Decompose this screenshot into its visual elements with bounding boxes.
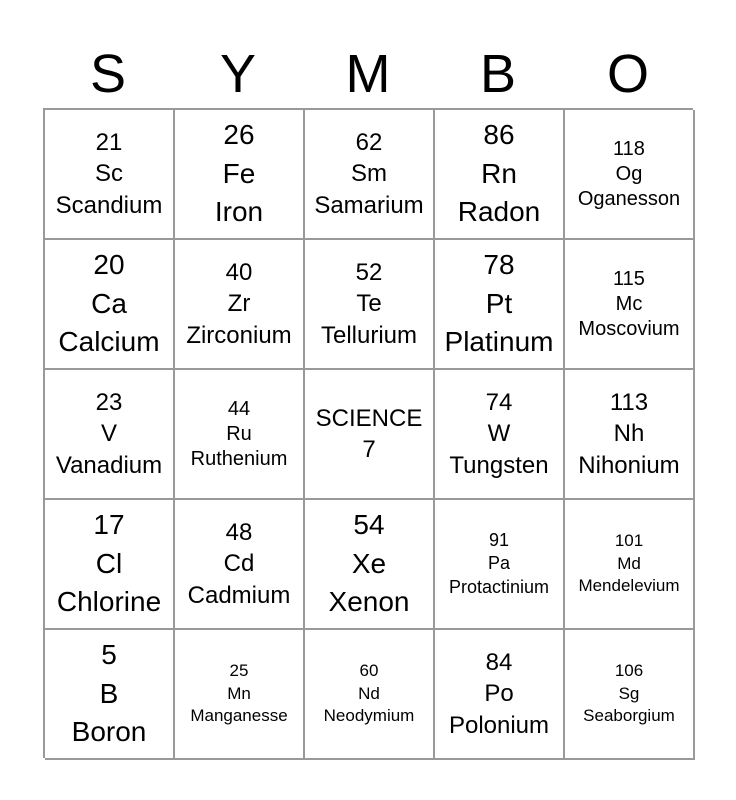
bingo-cell[interactable] [435,370,565,500]
bingo-cell[interactable] [45,370,175,500]
bingo-cell[interactable] [305,500,435,630]
cell-line: Manganesse [190,706,288,726]
bingo-cell[interactable] [565,240,695,370]
cell-line: 25 [229,660,249,680]
cell-line: Oganesson [577,187,681,210]
header-letter: M [345,44,391,104]
cell-line: Xe [351,547,387,579]
header-letter: O [606,44,649,104]
cell-line: Ca [91,287,127,319]
header-letter: Y [219,44,257,104]
cell-line: Vanadium [55,451,163,479]
cell-line: Nihonium [578,451,680,479]
bingo-cell[interactable] [565,500,695,630]
cell-line: 21 [95,129,123,157]
cell-line: Ruthenium [190,447,288,470]
cell-line: 54 [353,509,385,541]
cell-line: Boron [71,716,147,748]
cell-line: Sm [351,160,387,188]
cell-line: Mc [615,292,643,315]
bingo-cell[interactable] [175,500,305,630]
cell-line: Moscovium [578,317,680,340]
cell-line: 101 [614,530,644,550]
cell-line: Zr [227,290,251,318]
cell-line: Nd [358,683,380,703]
cell-line: 44 [227,397,251,420]
bingo-cell[interactable] [565,110,695,240]
cell-line: Cd [223,550,255,578]
cell-line: Ru [226,422,252,445]
cell-line: Sg [618,683,640,703]
bingo-cell[interactable] [565,370,695,500]
cell-line: 5 [101,639,117,671]
cell-line: Rn [481,157,517,189]
cell-line: 48 [225,519,253,547]
free-space-cell[interactable] [305,370,435,500]
cell-line: Cl [95,547,123,579]
cell-line: B [99,677,119,709]
bingo-cell[interactable] [175,370,305,500]
bingo-cell[interactable] [305,630,435,760]
cell-line: Zirconium [186,321,292,349]
cell-line: 86 [483,119,515,151]
cell-line: Sc [94,160,123,188]
cell-line: Fe [222,157,256,189]
bingo-grid [43,108,693,758]
cell-line: 118 [613,137,645,160]
cell-line: Te [356,290,382,318]
cell-line: 20 [93,249,125,281]
cell-line: Platinum [444,326,554,358]
header-letter: S [89,44,127,104]
cell-line: 91 [488,530,510,551]
bingo-cell[interactable] [435,630,565,760]
bingo-cell[interactable] [175,110,305,240]
cell-line: Radon [457,196,541,228]
cell-line: Md [617,553,641,573]
cell-line: Cadmium [187,581,291,609]
cell-line: SCIENCE [315,404,423,432]
cell-line: Xenon [328,586,410,618]
cell-line: Mendelevium [578,576,680,596]
cell-line: 84 [485,649,513,677]
cell-line: 62 [355,129,383,157]
cell-line: Pa [487,553,511,574]
cell-line: Protactinium [448,576,550,597]
cell-line: Mn [227,683,251,703]
bingo-cell[interactable] [45,500,175,630]
bingo-cell[interactable] [45,110,175,240]
bingo-cell[interactable] [305,110,435,240]
bingo-cell[interactable] [435,500,565,630]
cell-line: Og [615,162,643,185]
header-letter: B [479,44,517,104]
cell-line: Samarium [314,191,424,219]
bingo-cell[interactable] [305,240,435,370]
cell-line: 106 [614,660,644,680]
cell-line: 115 [613,267,645,290]
cell-line: 17 [93,509,125,541]
cell-line: Scandium [55,191,163,219]
cell-line: Chlorine [56,586,162,618]
cell-line: Polonium [448,711,550,739]
bingo-cell[interactable] [45,240,175,370]
cell-line: 60 [359,660,379,680]
cell-line: 23 [95,389,123,417]
bingo-header [43,40,693,108]
cell-line: Nh [613,420,645,448]
bingo-cell[interactable] [435,240,565,370]
cell-line: V [100,420,117,448]
cell-line: 26 [223,119,255,151]
bingo-cell[interactable] [565,630,695,760]
cell-line: Po [484,680,514,708]
bingo-cell[interactable] [435,110,565,240]
cell-line: Neodymium [323,706,415,726]
bingo-cell[interactable] [175,240,305,370]
cell-line: 40 [225,259,253,287]
cell-line: Iron [214,196,264,228]
cell-line: Calcium [58,326,160,358]
cell-line: 74 [485,389,513,417]
bingo-cell[interactable] [45,630,175,760]
cell-line: 52 [355,259,383,287]
cell-line: Tungsten [449,451,549,479]
cell-line: 113 [609,389,649,417]
bingo-cell[interactable] [175,630,305,760]
cell-line: Pt [485,287,513,319]
cell-line: W [487,420,511,448]
cell-line: Tellurium [320,321,418,349]
cell-line: Seaborgium [583,706,675,726]
cell-line: 7 [362,436,376,463]
cell-line: 78 [483,249,515,281]
